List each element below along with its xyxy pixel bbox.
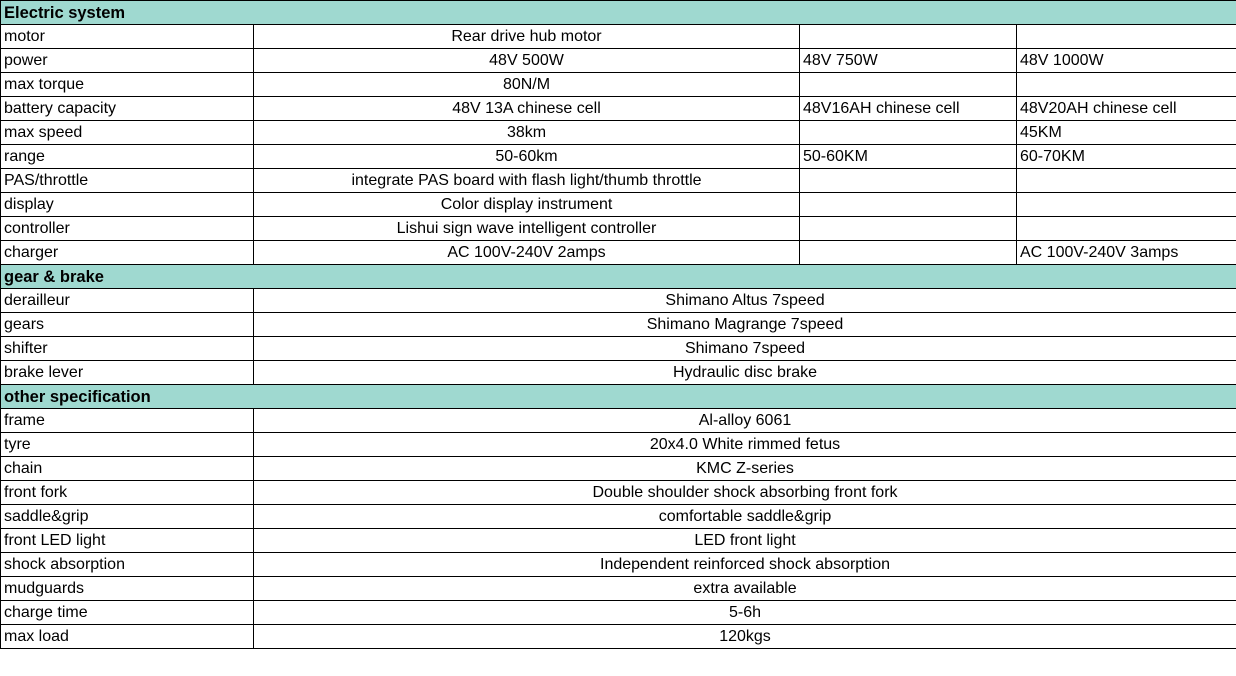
spec-label: mudguards: [1, 577, 254, 601]
section-title: gear & brake: [1, 265, 1236, 289]
spec-label: charger: [1, 241, 254, 265]
spec-value-alt2: AC 100V-240V 3amps: [1017, 241, 1236, 265]
spec-value: 48V 13A chinese cell: [254, 97, 800, 121]
spec-label: derailleur: [1, 289, 254, 313]
table-row: [1, 577, 1236, 601]
spec-label: saddle&grip: [1, 505, 254, 529]
spec-value-alt1: [800, 217, 1017, 241]
spec-value: 38km: [254, 121, 800, 145]
table-row: [1, 553, 1236, 577]
spec-value: Al-alloy 6061: [254, 409, 1236, 433]
table-row: [1, 337, 1236, 361]
spec-label: front LED light: [1, 529, 254, 553]
spec-value: 50-60km: [254, 145, 800, 169]
spec-value-alt2: 48V 1000W: [1017, 49, 1236, 73]
spec-label: frame: [1, 409, 254, 433]
spec-value: extra available: [254, 577, 1236, 601]
spec-value: 5-6h: [254, 601, 1236, 625]
spec-value: Double shoulder shock absorbing front fork: [254, 481, 1236, 505]
spec-label: PAS/throttle: [1, 169, 254, 193]
table-row: [1, 241, 1236, 265]
table-row: [1, 409, 1236, 433]
table-row: [1, 481, 1236, 505]
spec-label: controller: [1, 217, 254, 241]
spec-value: Independent reinforced shock absorption: [254, 553, 1236, 577]
table-row: [1, 529, 1236, 553]
spec-value-alt1: 48V16AH chinese cell: [800, 97, 1017, 121]
table-row: [1, 145, 1236, 169]
spec-value-alt1: 48V 750W: [800, 49, 1017, 73]
spec-label: gears: [1, 313, 254, 337]
spec-label: power: [1, 49, 254, 73]
spec-value: Shimano Altus 7speed: [254, 289, 1236, 313]
spec-label: range: [1, 145, 254, 169]
spec-value: Lishui sign wave intelligent controller: [254, 217, 800, 241]
table-row: [1, 49, 1236, 73]
table-row: [1, 73, 1236, 97]
spec-label: motor: [1, 25, 254, 49]
spec-label: max torque: [1, 73, 254, 97]
section-title: other specification: [1, 385, 1236, 409]
spec-value: 120kgs: [254, 625, 1236, 649]
table-row: [1, 457, 1236, 481]
table-row: [1, 625, 1236, 649]
spec-value-alt2: 48V20AH chinese cell: [1017, 97, 1236, 121]
spec-value-alt1: [800, 121, 1017, 145]
section-header-other: [1, 385, 1236, 409]
spec-value: Hydraulic disc brake: [254, 361, 1236, 385]
spec-value-alt1: 50-60KM: [800, 145, 1017, 169]
spec-value-alt2: [1017, 25, 1236, 49]
table-row: [1, 97, 1236, 121]
spec-value: KMC Z-series: [254, 457, 1236, 481]
table-row: [1, 193, 1236, 217]
spec-value-alt1: [800, 193, 1017, 217]
spec-label: brake lever: [1, 361, 254, 385]
spec-value-alt1: [800, 25, 1017, 49]
spec-value: 48V 500W: [254, 49, 800, 73]
table-row: [1, 169, 1236, 193]
spec-value-alt2: [1017, 73, 1236, 97]
spec-value: 20x4.0 White rimmed fetus: [254, 433, 1236, 457]
spec-label: display: [1, 193, 254, 217]
table-row: [1, 289, 1236, 313]
table-row: [1, 601, 1236, 625]
table-row: [1, 313, 1236, 337]
spec-value: Rear drive hub motor: [254, 25, 800, 49]
spec-value-alt1: [800, 169, 1017, 193]
spec-label: tyre: [1, 433, 254, 457]
spec-label: shifter: [1, 337, 254, 361]
spec-value: integrate PAS board with flash light/thumb throttle: [254, 169, 800, 193]
spec-value-alt2: [1017, 217, 1236, 241]
spec-value: comfortable saddle&grip: [254, 505, 1236, 529]
spec-value-alt2: 45KM: [1017, 121, 1236, 145]
spec-value: LED front light: [254, 529, 1236, 553]
spec-label: charge time: [1, 601, 254, 625]
table-row: [1, 217, 1236, 241]
spec-label: chain: [1, 457, 254, 481]
spec-label: front fork: [1, 481, 254, 505]
spec-value-alt2: [1017, 169, 1236, 193]
spec-value: Color display instrument: [254, 193, 800, 217]
spec-label: max speed: [1, 121, 254, 145]
section-header-gear: [1, 265, 1236, 289]
spec-value: Shimano Magrange 7speed: [254, 313, 1236, 337]
table-row: [1, 121, 1236, 145]
spec-value-alt2: [1017, 193, 1236, 217]
table-row: [1, 361, 1236, 385]
table-row: [1, 433, 1236, 457]
spec-label: max load: [1, 625, 254, 649]
table-row: [1, 25, 1236, 49]
section-title: Electric system: [1, 1, 1236, 25]
spec-value: 80N/M: [254, 73, 800, 97]
spec-label: battery capacity: [1, 97, 254, 121]
spec-label: shock absorption: [1, 553, 254, 577]
spec-value-alt2: 60-70KM: [1017, 145, 1236, 169]
table-row: [1, 505, 1236, 529]
spec-value-alt1: [800, 241, 1017, 265]
section-header-electric: [1, 1, 1236, 25]
spec-value-alt1: [800, 73, 1017, 97]
spec-value: Shimano 7speed: [254, 337, 1236, 361]
spec-value: AC 100V-240V 2amps: [254, 241, 800, 265]
